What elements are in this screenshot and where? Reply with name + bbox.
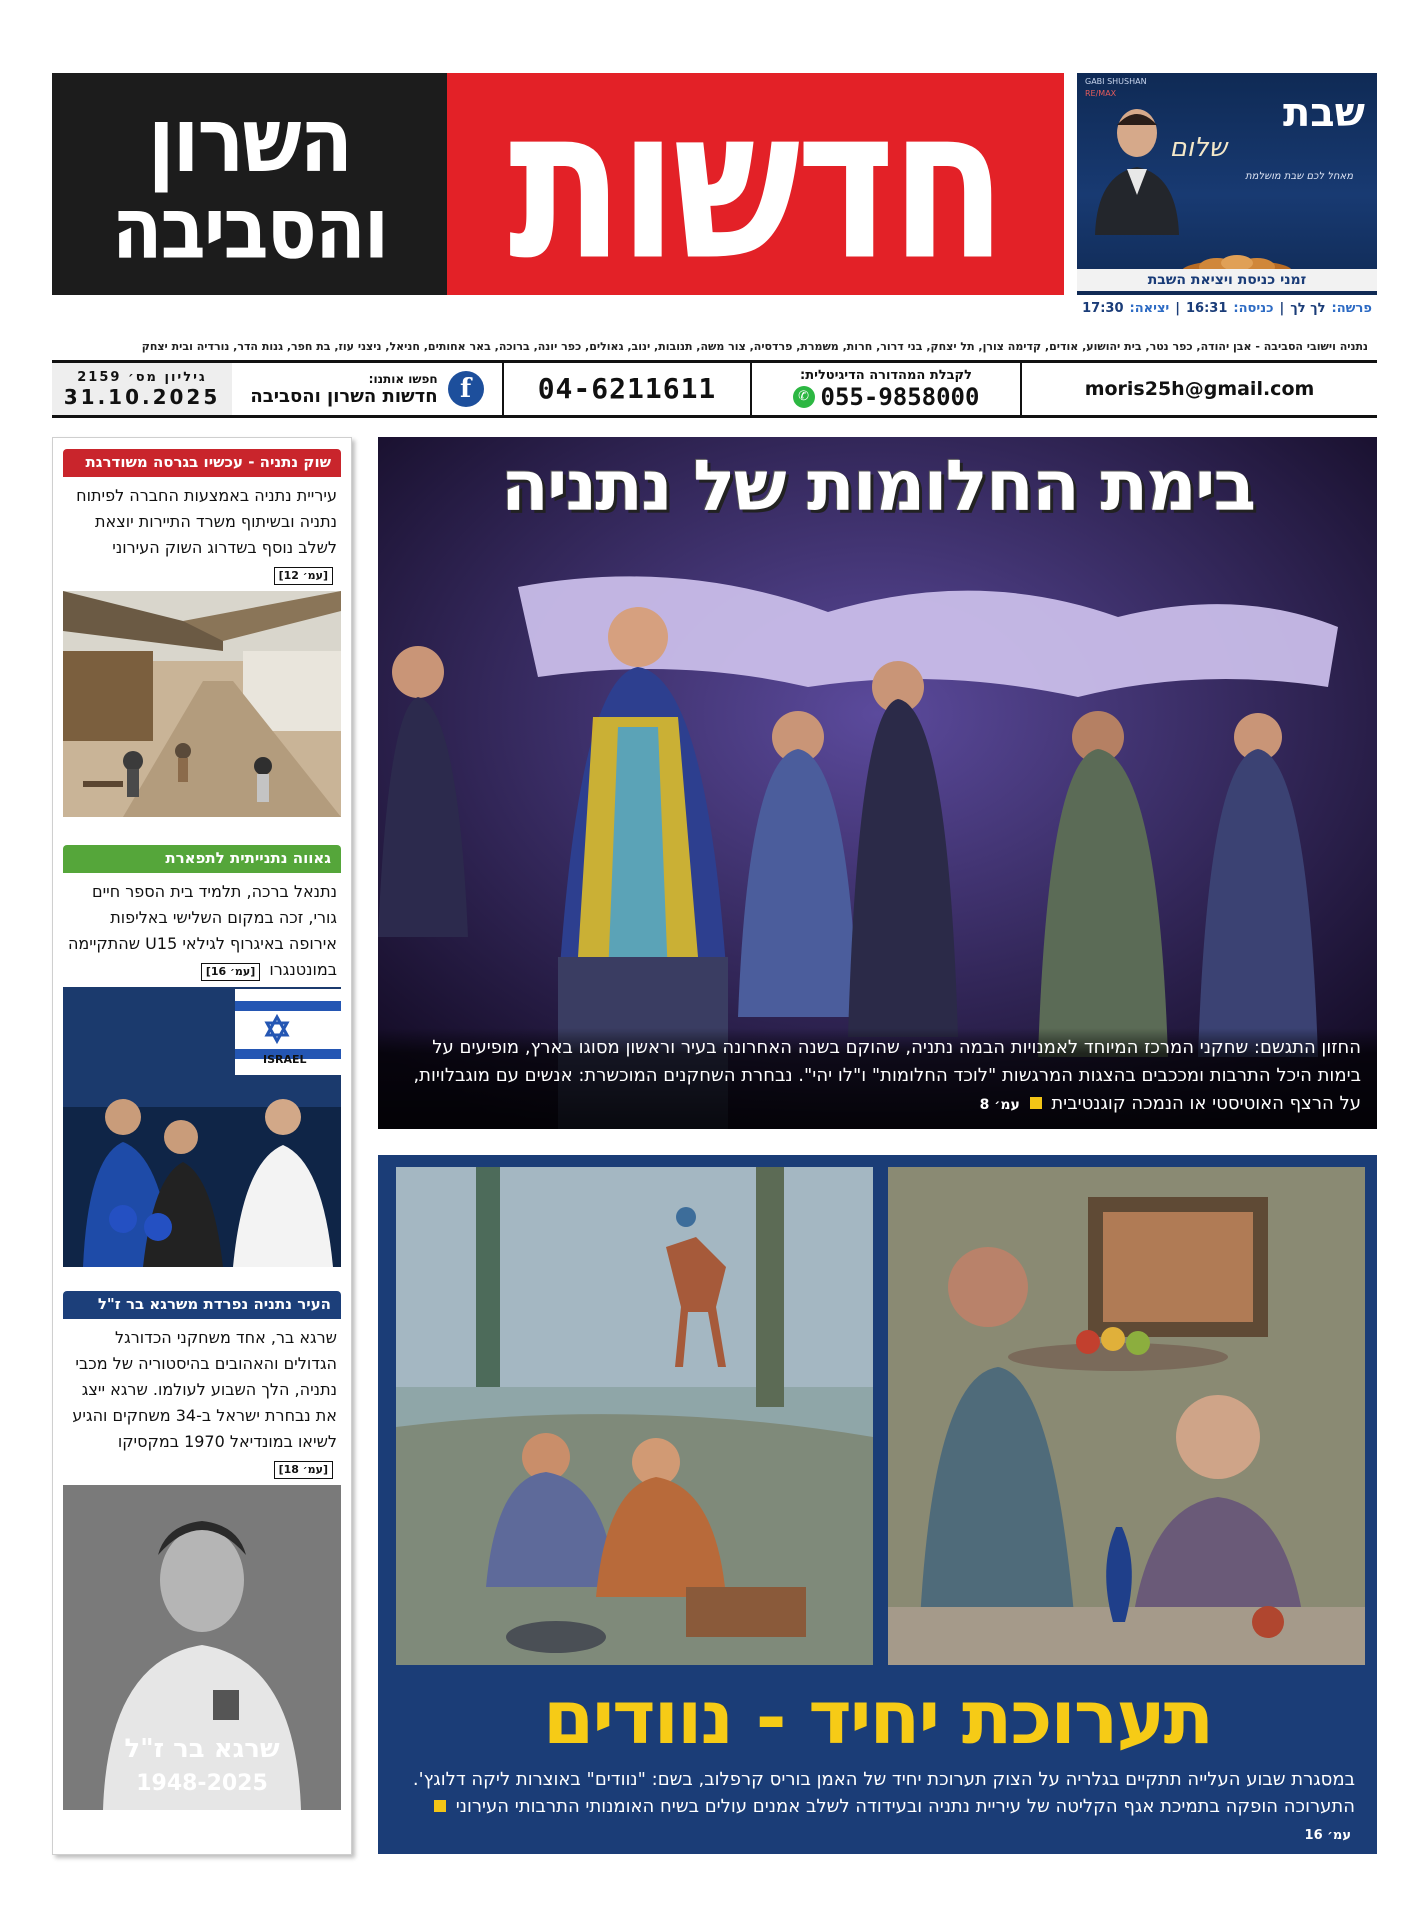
brief-heading-obituary[interactable] [63, 1291, 341, 1319]
issue-number: גיליון מס׳ 2159 [77, 369, 207, 385]
email-address[interactable]: moris25h@gmail.com [1084, 378, 1315, 400]
painting-travellers-deer-image [396, 1167, 873, 1665]
ad-tagline: מאחל לכם שבת מושלמת [1245, 171, 1353, 182]
boxing-photo [63, 987, 341, 1267]
entry-time: 16:31 [1186, 300, 1228, 316]
parasha-value: לך לך [1290, 300, 1326, 316]
ad-brand: GABI SHUSHAN [1085, 77, 1147, 86]
shabbat-times-row: פרשה: לך לך | כניסה: 16:31 | יציאה: 17:30 [1077, 297, 1377, 319]
entry-label: כניסה: [1233, 300, 1274, 316]
page-reference[interactable]: עמ׳ 16 [1304, 1828, 1351, 1843]
lead-headline: בימת החלומות של נתניה [500, 445, 1255, 527]
facebook-label: חפשו אותנו: [368, 371, 438, 386]
agent-portrait-image [1087, 95, 1187, 235]
briefs-column [52, 437, 352, 1855]
flag-label: ISRAEL [263, 1053, 307, 1066]
brief-body-boxing [63, 873, 341, 987]
brief-text: עיריית נתניה באמצעות החברה לפיתוח נתניה ובשיתוף משרד התיירות יוצאת לשלב נוסף בשדרוג השוק העירוני [76, 486, 337, 557]
page-reference[interactable]: עמ׳ 8 [979, 1097, 1020, 1113]
masthead-word-sharon: השרון [147, 89, 352, 193]
exit-label: יציאה: [1129, 300, 1170, 316]
page-reference[interactable]: [עמ׳ 18] [274, 1461, 333, 1479]
brief-text: שרגא בר, אחד משחקני הכדורגל הגדולים והאהובים בהיסטוריה של מכבי נתניה, הלך השבוע לעולמו. שרגא ייצג את נבחרת ישראל ב-34 משחקים והגיע לשיאו במונדיאל 1970 במקסיקו [72, 1328, 337, 1451]
brief-text: נתנאל ברכה, תלמיד בית הספר חיים גורי, זכה במקום השלישי באליפות אירופה באיגרוף לגילאי U15 שהתקיימה במונטנגרו [67, 882, 337, 979]
brief-heading-market[interactable] [63, 449, 341, 477]
masthead-word-news: חדשות [508, 61, 1003, 307]
lead-story-dreams-stage[interactable] [378, 437, 1377, 1129]
lead-caption-text: החזון התגשם: שחקני המרכז המיוחד לאמנויות הבמה נתניה, שהוקם בשנה האחרונה בעיר וראשון מסוגו בארץ, מופיעים על בימות היכל התרבות ומככבים בהצגות המרגשות "לוכד החלומות" ו"לו יהי". נבחרת השחקנים המוכשרת: אנשים עם מוגבלויות, על הרצף האוטיסטי או הנמכה קוגנטיבית [413, 1037, 1361, 1114]
parasha-label: פרשה: [1331, 300, 1372, 316]
contact-bar [52, 360, 1377, 418]
lead-caption [378, 1028, 1377, 1129]
office-phone[interactable]: 04-6211611 [502, 363, 752, 415]
ad-brand-remax: RE/MAX [1085, 89, 1117, 98]
ad-times-heading: זמני כניסת ויציאת השבת [1077, 269, 1377, 291]
exhibition-caption [400, 1766, 1355, 1849]
square-bullet-icon [434, 1800, 446, 1812]
market-illustration [63, 591, 341, 817]
painting-left [396, 1167, 873, 1665]
brief-heading-text: שוק נתניה - עכשיו בגרסה משודרגת [85, 453, 331, 471]
masthead-red-block [447, 61, 1064, 307]
issue-date: 31.10.2025 [63, 384, 221, 409]
whatsapp-phone[interactable]: 055-9858000 [820, 382, 980, 411]
brief-body-obituary [63, 1319, 341, 1485]
shabbat-ad[interactable] [1077, 73, 1377, 295]
painting-waiter-woman-image [888, 1167, 1365, 1665]
theatre-performance-image [378, 437, 1377, 1129]
square-bullet-icon [1030, 1097, 1042, 1109]
obituary-years: 1948-2025 [136, 1771, 268, 1796]
ad-shalom-word: שלום [1169, 133, 1227, 163]
facebook-box[interactable] [232, 371, 502, 407]
boxer-with-flag-image [63, 987, 341, 1267]
exhibition-story[interactable] [378, 1155, 1377, 1854]
brief-body-market [63, 477, 341, 591]
exit-time: 17:30 [1082, 300, 1124, 316]
ad-shabbat-word: שבת [1282, 90, 1365, 136]
brief-heading-boxing[interactable] [63, 845, 341, 873]
masthead [52, 61, 1064, 307]
masthead-word-surroundings: והסביבה [111, 179, 388, 279]
brief-heading-text: גאווה נתנייתית לתפארת [165, 849, 331, 867]
page-reference[interactable]: [עמ׳ 12] [274, 567, 333, 585]
exhibition-headline: תערוכת יחיד - נוודים [542, 1675, 1213, 1761]
coverage-locations: נתניה וישובי הסביבה - אבן יהודה, כפר נטר, בית יהושוע, אודים, קדימה צורן, תל יצחק, בני דרור, חרות, משמרת, פרדסיה, צור משה, תנובות, ינוב, גאולים, כפר יונה, ברוכה, באר אחותים, חניאל, ניצני עוז, בת חפר, גנות הדר, נורדיה ובית יצחק [141, 340, 1368, 353]
obituary-name: שרגא בר ז"ל [124, 1734, 280, 1764]
whatsapp-label: לקבלת המהדורה הדיגיטלית: [800, 367, 972, 383]
issue-box [52, 363, 232, 415]
exhibition-caption-text: במסגרת שבוע העלייה תתקיים בגלריה על הצוק תערוכת יחיד של האמן בוריס קרפלוב, בשם: "נוודים" באוצרות ליקה דלוגץ'. התערוכה הופקה בתמיכת אגף הקליטה של עיריית נתניה ובעידודה לשלב אמנים עולים בשיח האומנותי התרבותי העירוני [412, 1769, 1355, 1817]
market-rendering-image [63, 591, 341, 817]
whatsapp-box[interactable] [752, 363, 1022, 415]
facebook-page-name[interactable]: חדשות השרון והסביבה [250, 385, 438, 407]
page-reference[interactable]: [עמ׳ 16] [201, 963, 260, 981]
obituary-photo [63, 1485, 341, 1810]
masthead-black-block [52, 73, 447, 295]
brief-heading-text: העיר נתניה נפרדת משרגא בר ז"ל [97, 1295, 331, 1313]
whatsapp-icon: ✆ [793, 386, 815, 408]
facebook-icon[interactable]: f [448, 371, 484, 407]
painting-right [888, 1167, 1365, 1665]
